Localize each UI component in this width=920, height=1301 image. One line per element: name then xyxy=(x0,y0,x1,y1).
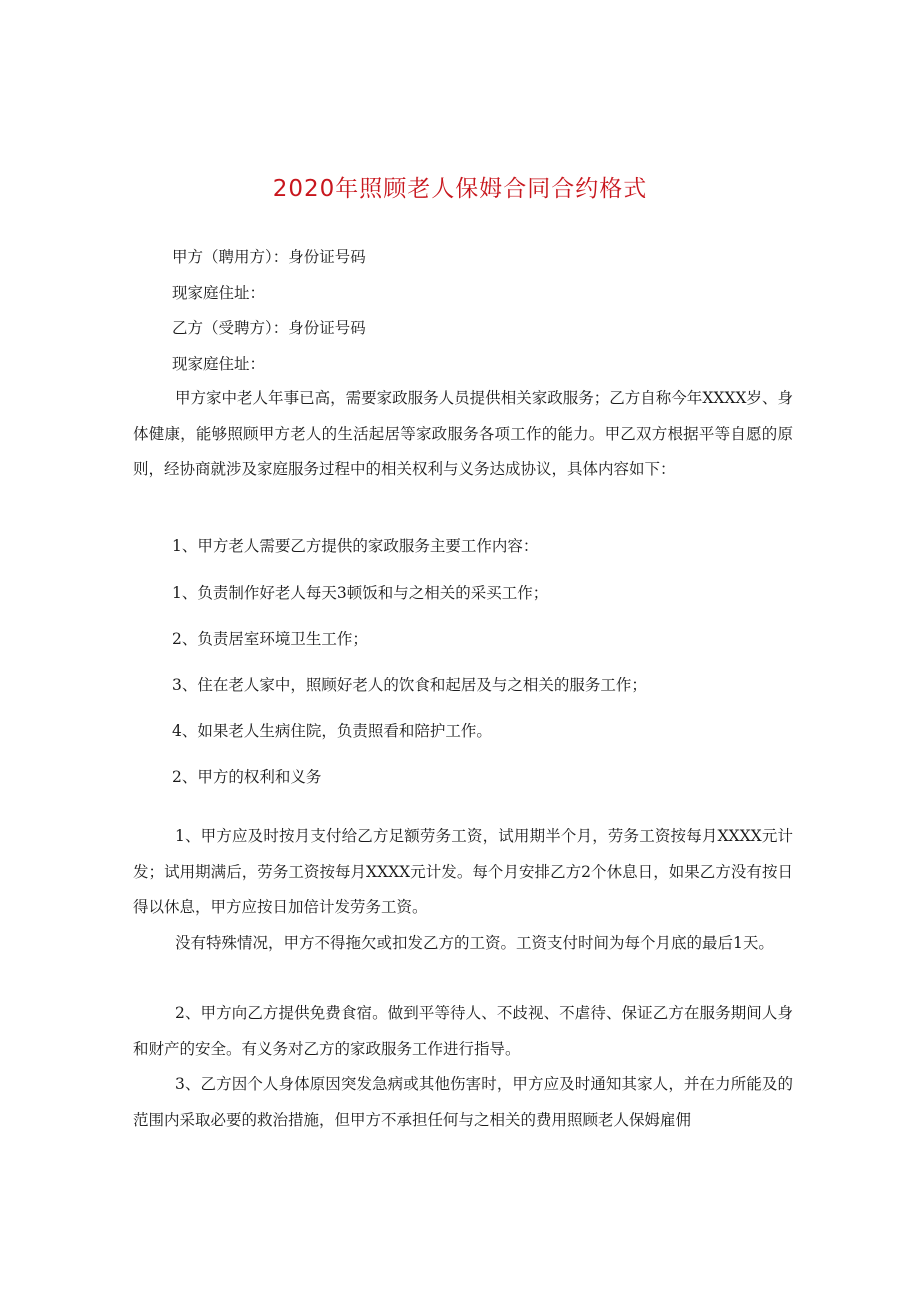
section1-item: 2、负责居室环境卫生工作； xyxy=(172,630,368,648)
section1-heading: 1、甲方老人需要乙方提供的家政服务主要工作内容： xyxy=(172,537,539,555)
party-b-line: 乙方（受聘方）：身份证号码 xyxy=(172,319,366,337)
section1-item: 1、负责制作好老人每天3顿饭和与之相关的采买工作； xyxy=(172,584,549,602)
section2-paragraph: 2、甲方向乙方提供免费食宿。做到平等待人、不歧视、不虐待、保证乙方在服务期间人身和财产的安全。有义务对乙方的家政服务工作进行指导。 xyxy=(133,1004,793,1058)
section2-heading: 2、甲方的权利和义务 xyxy=(172,768,322,786)
party-b-address: 现家庭住址： xyxy=(172,355,266,373)
section1-item: 3、住在老人家中，照顾好老人的饮食和起居及与之相关的服务工作； xyxy=(172,676,647,694)
section1-item: 4、如果老人生病住院，负责照看和陪护工作。 xyxy=(172,722,492,740)
section2-paragraph: 1、甲方应及时按月支付给乙方足额劳务工资，试用期半个月，劳务工资按每月XXXX元计发；试用期满后，劳务工资按每月XXXX元计发。每个月安排乙方2个休息日，如果乙方没有按日得以休息，甲方应按日加倍计发劳务工资。 xyxy=(133,827,793,916)
section2-paragraph: 3、乙方因个人身体原因突发急病或其他伤害时，甲方应及时通知其家人，并在力所能及的范围内采取必要的救治措施，但甲方不承担任何与之相关的费用照顾老人保姆雇佣 xyxy=(133,1075,793,1129)
party-a-line: 甲方（聘用方）：身份证号码 xyxy=(172,248,366,266)
intro-paragraph: 甲方家中老人年事已高，需要家政服务人员提供相关家政服务；乙方自称今年XXXX岁、身体健康，能够照顾甲方老人的生活起居等家政服务各项工作的能力。甲乙双方根据平等自愿的原则，经协商就涉及家庭服务过程中的相关权利与义务达成协议，具体内容如下： xyxy=(133,389,793,478)
section2-paragraph: 没有特殊情况，甲方不得拖欠或扣发乙方的工资。工资支付时间为每个月底的最后1天。 xyxy=(175,934,774,952)
party-a-address: 现家庭住址： xyxy=(172,284,266,302)
document-title: 2020年照顾老人保姆合同合约格式 xyxy=(272,176,648,202)
